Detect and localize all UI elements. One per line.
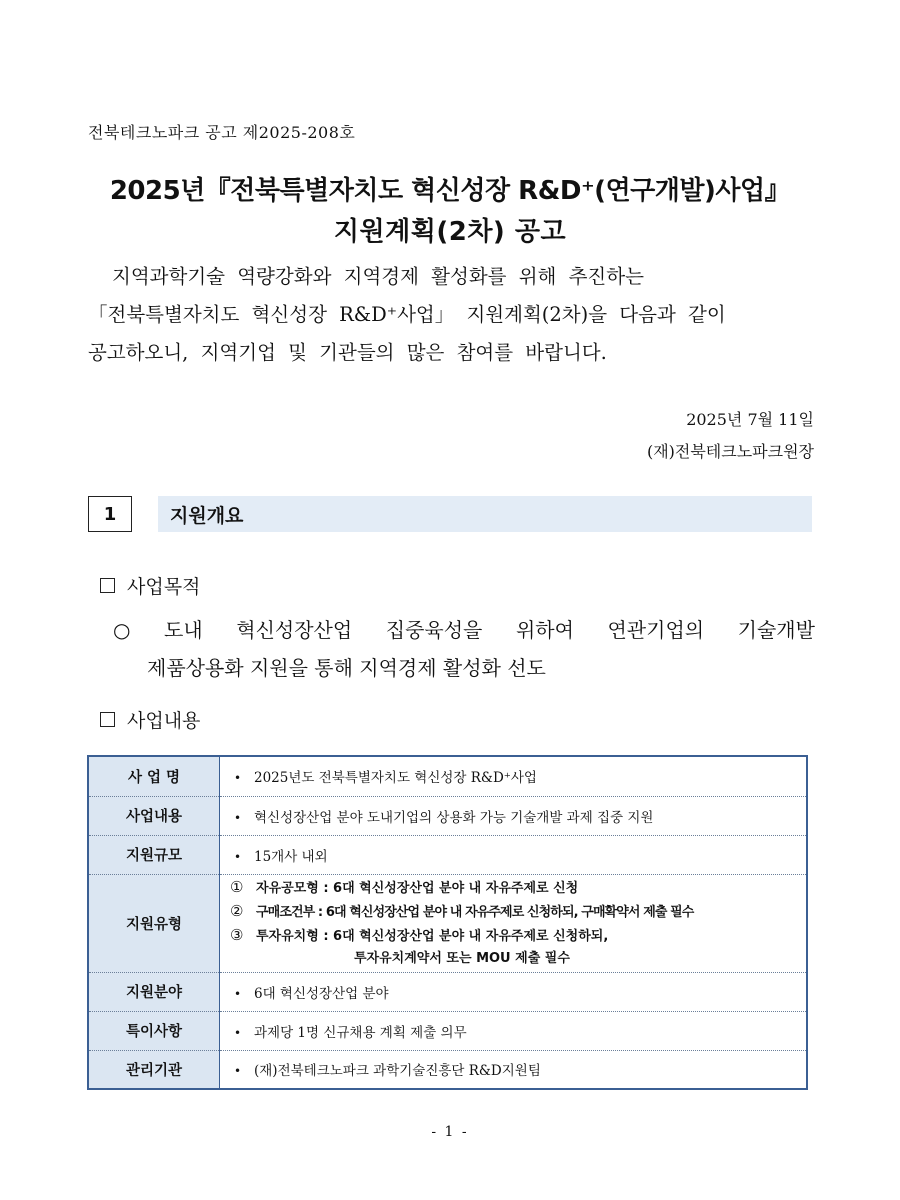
- issuing-organization: (재)전북테크노파크원장: [646, 442, 814, 461]
- bullet-icon: •: [234, 849, 242, 864]
- notice-date: 2025년 7월 11일: [686, 410, 814, 429]
- section-title: [158, 496, 812, 532]
- support-type-continuation: 투자유치계약서 또는 MOU 제출 필수: [354, 951, 570, 966]
- purpose-line-2: 제품상용화 지원을 통해 지역경제 활성화 선도: [147, 656, 546, 680]
- bullet-icon: •: [234, 1025, 242, 1040]
- table-row: [88, 972, 807, 1011]
- support-types-cell: [220, 874, 808, 972]
- table-row: [88, 1050, 807, 1089]
- row-label: 사 업 명: [88, 756, 220, 796]
- purpose-word: 혁신성장산업: [236, 618, 353, 642]
- page-title: 2025년『전북특별자치도 혁신성장 R&D⁺(연구개발)사업』: [109, 176, 791, 206]
- intro-line-3: 공고하오니, 지역기업 및 기관들의 많은 참여를 바랍니다.: [88, 341, 607, 364]
- row-label: 사업내용: [88, 796, 220, 835]
- notice-number: 전북테크노파크 공고 제2025-208호: [88, 123, 356, 142]
- bullet-icon: •: [234, 1064, 242, 1079]
- table-row: [88, 874, 807, 972]
- content-heading-text: 사업내용: [127, 710, 201, 732]
- row-label: 지원규모: [88, 835, 220, 874]
- intro-line-1: 지역과학기술 역량강화와 지역경제 활성화를 위해 추진하는: [112, 265, 644, 288]
- support-type-item: ① 자유공모형 : 6대 혁신성장산업 분야 내 자유주제로 신청: [230, 878, 579, 896]
- purpose-heading-text: 사업목적: [127, 576, 201, 598]
- support-type-item: ③ 투자유치형 : 6대 혁신성장산업 분야 내 자유주제로 신청하되,: [230, 926, 609, 944]
- row-value: • 과제당 1명 신규채용 계획 제출 의무: [220, 1011, 808, 1050]
- content-heading: [100, 706, 200, 733]
- purpose-word: 기술개발: [737, 618, 815, 642]
- row-label: 지원분야: [88, 972, 220, 1011]
- row-label: 특이사항: [88, 1011, 220, 1050]
- intro-paragraph: [88, 258, 814, 372]
- section-number: 1: [88, 496, 132, 532]
- table-row: [88, 756, 807, 796]
- purpose-line-1: [113, 611, 815, 649]
- purpose-item: [113, 611, 815, 687]
- row-label: 관리기관: [88, 1050, 220, 1089]
- purpose-word: 연관기업의: [607, 618, 705, 642]
- checkbox-square-icon: [100, 578, 115, 593]
- purpose-heading: [100, 572, 200, 599]
- row-label: 지원유형: [88, 874, 220, 972]
- page-number: - 1 -: [431, 1124, 469, 1140]
- page-subtitle: 지원계획(2차) 공고: [333, 217, 567, 247]
- program-info-table: [87, 755, 808, 1090]
- row-value: • 6대 혁신성장산업 분야: [220, 972, 808, 1011]
- purpose-word: 도내: [164, 618, 203, 642]
- bullet-icon: •: [234, 771, 242, 786]
- bullet-icon: •: [234, 810, 242, 825]
- circle-bullet-icon: ○: [113, 618, 131, 642]
- intro-line-2: 「전북특별자치도 혁신성장 R&D⁺사업」 지원계획(2차)을 다음과 같이: [88, 303, 726, 326]
- checkbox-square-icon: [100, 712, 115, 727]
- row-value: • 혁신성장산업 분야 도내기업의 상용화 가능 기술개발 과제 집중 지원: [220, 796, 808, 835]
- table-row: [88, 835, 807, 874]
- row-value: • 15개사 내외: [220, 835, 808, 874]
- table-row: [88, 796, 807, 835]
- table-row: [88, 1011, 807, 1050]
- bullet-icon: •: [234, 986, 242, 1001]
- support-type-item: ② 구매조건부 : 6대 혁신성장산업 분야 내 자유주제로 신청하되, 구매확약서 제출 필수: [230, 902, 694, 920]
- row-value: • 2025년도 전북특별자치도 혁신성장 R&D⁺사업: [220, 756, 808, 796]
- section-title-text: 지원개요: [170, 504, 244, 527]
- purpose-word: 위하여: [515, 618, 574, 642]
- purpose-word: 집중육성을: [385, 618, 483, 642]
- row-value: • (재)전북테크노파크 과학기술진흥단 R&D지원팀: [234, 1063, 541, 1080]
